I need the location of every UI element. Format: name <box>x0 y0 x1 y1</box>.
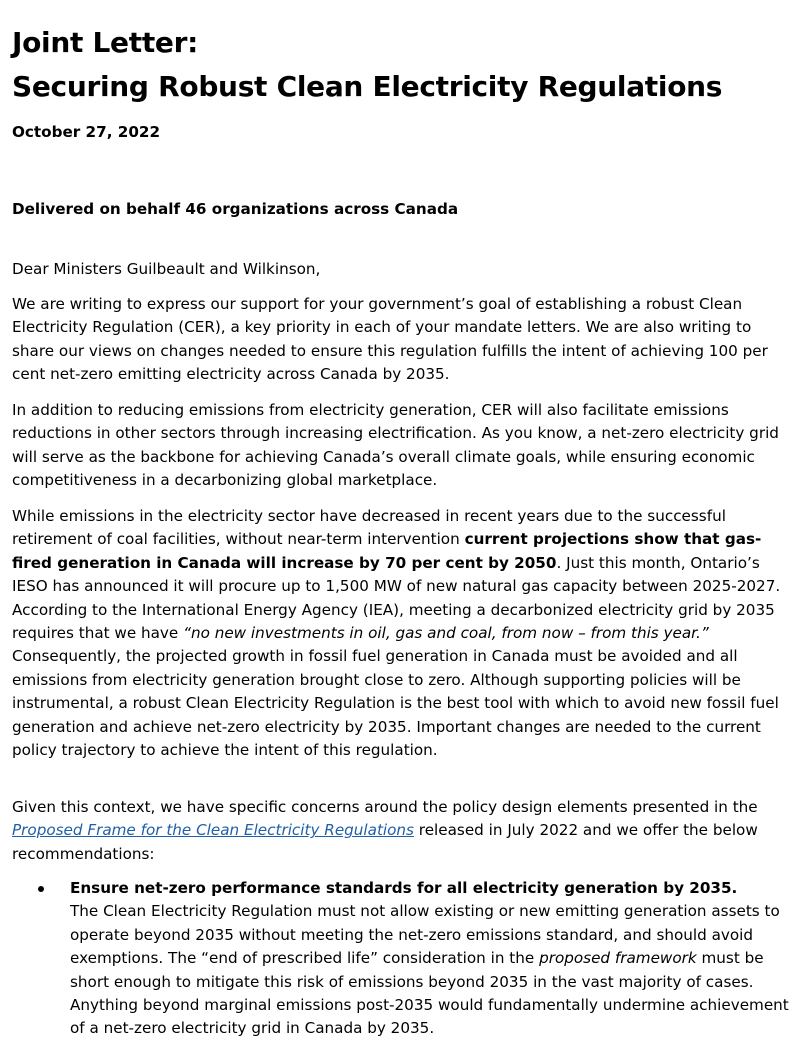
paragraph-1-text: We are writing to express our support for your government’s goal of establishing a robust Clean Electricity Regulation (CER), a key priority in each of your mandate letters. We are also writing to share our views on changes needed to ensure this regulation fulfills the intent of achieving 100 per cent net-zero emitting electricity across Canada by 2035. <box>12 295 768 384</box>
proposed-framework-emphasis: proposed framework <box>539 949 697 968</box>
proposed-frame-link[interactable]: Proposed Frame for the Clean Electricity Regulations <box>12 821 414 840</box>
gas-projection-emphasis: current projections show that gas-fired generation in Canada will increase by 70 per cent by 2050 <box>12 530 762 572</box>
letter-title-line-1: Joint Letter: <box>12 26 199 59</box>
paragraph-3-text-a: While emissions in the electricity sector have decreased in recent years due to the successful retirement of coal facilities, without near-term intervention <box>12 507 726 549</box>
recommendation-text-b: must be short enough to mitigate this risk of emissions beyond 2035 in the vast majority of cases. Anything beyond marginal emissions post-2035 would fundamentally undermine achievement of a net-zero electricity grid in Canada by 2035. <box>70 949 789 1038</box>
paragraph-4-text-b: released in July 2022 and we offer the below recommendations: <box>12 821 758 863</box>
letter-date: October 27, 2022 <box>12 123 161 141</box>
recommendations-list <box>12 877 798 1041</box>
bullet-icon <box>38 886 44 892</box>
letter-title-line-2: Securing Robust Clean Electricity Regulations <box>12 70 723 103</box>
paragraph-3 <box>12 505 798 762</box>
iea-quote: “no new investments in oil, gas and coal, from now – from this year.” <box>183 624 709 643</box>
salutation: Dear Ministers Guilbeault and Wilkinson, <box>12 260 321 278</box>
paragraph-3-text-c: Consequently, the projected growth in fossil fuel generation in Canada must be avoided and all emissions from electricity generation brought close to zero. Although supporting policies will be instrumental, a robust Clean Electricity Regulation is the best tool with which to avoid new fossil fuel generation and achieve net-zero electricity by 2035. Important changes are needed to the current policy trajectory to achieve the intent of this regulation. <box>12 647 779 760</box>
paragraph-2-text: In addition to reducing emissions from electricity generation, CER will also facilitate emissions reductions in other sectors through increasing electrification. As you know, a net-zero electricity grid will serve as the backbone for achieving Canada’s overall climate goals, while ensuring economic competitiveness in a decarbonizing global marketplace. <box>12 401 779 490</box>
recommendation-text-a: The Clean Electricity Regulation must not allow existing or new emitting generation assets to operate beyond 2035 without meeting the net-zero emissions standard, and should avoid exemptions. The “end of prescribed life” consideration in the <box>70 902 780 968</box>
delivered-on-behalf: Delivered on behalf 46 organizations across Canada <box>12 200 459 218</box>
paragraph-2 <box>12 399 798 493</box>
paragraph-3-text-b: . Just this month, Ontario’s IESO has announced it will procure up to 1,500 MW of new natural gas capacity between 2025-2027. According to the International Energy Agency (IEA), meeting a decarbonized electricity grid by 2035 requires that we have <box>12 553 781 643</box>
paragraph-4-text-a: Given this context, we have specific concerns around the policy design elements presented in the <box>12 798 758 816</box>
recommendation-item <box>12 877 798 1041</box>
paragraph-4 <box>12 796 798 866</box>
recommendation-heading: Ensure net-zero performance standards for all electricity generation by 2035. <box>70 879 738 897</box>
paragraph-1 <box>12 293 798 387</box>
